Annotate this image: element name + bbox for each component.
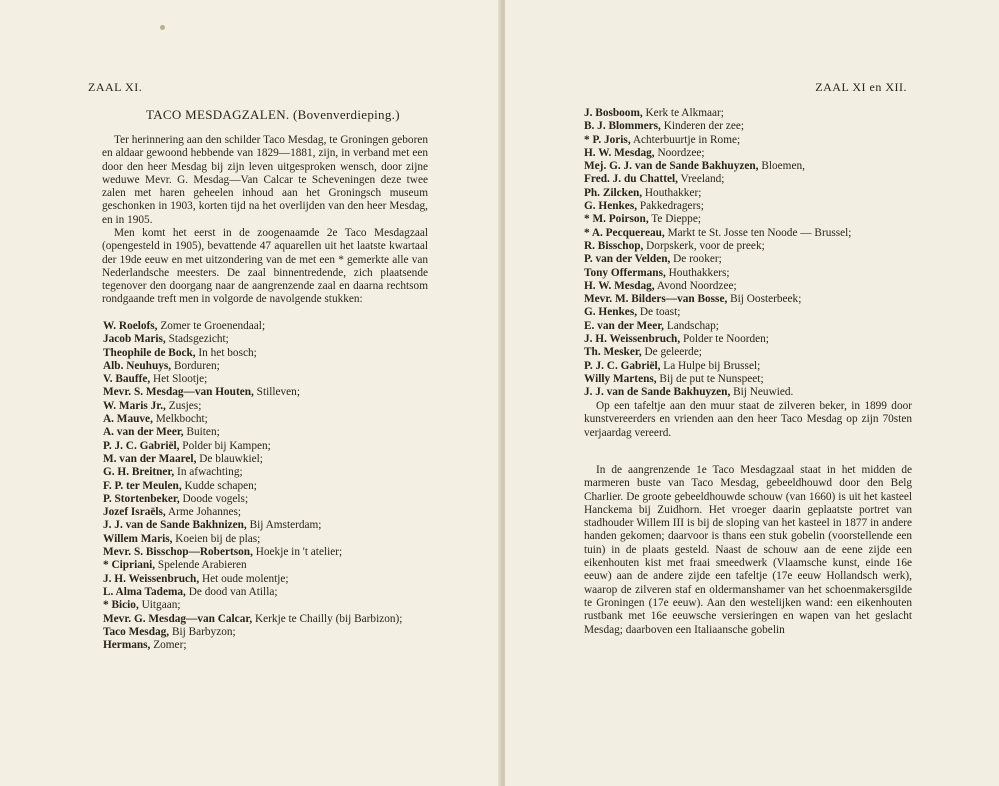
work-title: Hoekje in 't atelier;: [252, 546, 343, 559]
work-title: Avond Noordzee;: [654, 279, 737, 292]
work-title: De blauwkiel;: [196, 452, 263, 465]
work-entry: [584, 293, 914, 306]
work-title: De geleerde;: [641, 346, 702, 359]
work-entry: [584, 346, 914, 359]
work-entry: [103, 519, 433, 532]
work-title: Houthakker;: [642, 186, 702, 199]
artist-name: W. Maris Jr.,: [103, 399, 166, 412]
artist-name: * M. Poirson,: [584, 213, 649, 226]
work-entry: [584, 107, 914, 120]
work-entry: [584, 134, 914, 147]
paper-spot: [160, 25, 165, 30]
work-entry: [103, 626, 433, 639]
artist-name: A. Mauve,: [103, 413, 153, 426]
artist-name: P. van der Velden,: [584, 253, 671, 266]
section-title: TACO MESDAGZALEN. (Bovenverdieping.): [146, 107, 400, 122]
artist-name: Alb. Neuhuys,: [103, 359, 172, 372]
work-title: De rooker;: [670, 253, 722, 266]
right-page: [505, 0, 999, 786]
artist-name: J. J. van de Sande Bakhuyzen,: [584, 386, 731, 399]
artist-name: Tony Offermans,: [584, 266, 666, 279]
work-entry: [584, 187, 914, 200]
work-entry: [584, 173, 914, 186]
work-entry: [103, 333, 433, 346]
work-title: De toast;: [637, 306, 681, 319]
artist-name: * Cipriani,: [103, 559, 156, 572]
work-title: Kudde schapen;: [181, 479, 257, 492]
work-title: Arme Johannes;: [165, 506, 242, 519]
zaal-paragraph: In de aangrenzende 1e Taco Mesdagzaal staat in het midden de marmeren buste van Taco Mesdag, gebeeldhouwd door den Belg Charlier. De groote gebeeldhouwde schouw (van 1660) is uit het kasteel Hanckema bij Zuidhorn. Het vroeger daarin geplaatste portret van stadhouder Willem III is bij de sloping van het kasteel in 1877 in andere handen gekomen; daarvoor is thans een stuk gobelin (voorstellende een tuin) in de plaats gesteld. Naast de schouw aan de eene zijde een eikenhouten kist met fraai smeedwerk (Vlaamsche kunst, einde 16e eeuw) aan de andere zijde een tafeltje (17e eeuw Hollandsch werk), waarop de zilveren staf en oldermanshamer van het schoenmakersgilde te Groningen (17e eeuw). Aan den westelijken wand: een eikenhouten rustbank met 16e eeuwsche versieringen en wapen van het geslacht Mesdag; daarboven een Italiaansche gobelin: [584, 464, 912, 636]
work-entry: [584, 147, 914, 160]
artist-name: * Bicio,: [103, 599, 139, 612]
second-paragraph: Men komt het eerst in de zoogenaamde 2e Taco Mesdagzaal (opengesteld in 1905), bevattende 47 aquarellen uit het laatste kwartaal der 19de eeuw en met uitzondering van de met een * gemerkte alle van Nederlandsche meesters. De zaal binnentredende, zich plaatsende tegenover den doorgang naar de aangrenzende zaal en daarna rechtsom rondgaande treft men in volgorde de navolgende stukken:: [102, 227, 428, 306]
artist-name: V. Bauffe,: [103, 373, 151, 386]
work-entry: [103, 386, 433, 399]
work-entry: [584, 253, 914, 266]
work-entry: [103, 466, 433, 479]
work-title: Stadsgezicht;: [165, 333, 229, 346]
work-entry: [584, 360, 914, 373]
work-title: Spelende Arabieren: [155, 559, 247, 572]
work-entry: [103, 639, 433, 652]
artist-name: G. H. Breitner,: [103, 466, 175, 479]
work-title: La Hulpe bij Brussel;: [660, 359, 761, 372]
artist-name: J. J. van de Sande Bakhnizen,: [103, 519, 247, 532]
artist-name: Mevr. G. Mesdag—van Calcar,: [103, 612, 253, 625]
work-title: Borduren;: [171, 359, 220, 372]
work-title: Koeien bij de plas;: [172, 532, 261, 545]
work-title: Buiten;: [183, 426, 220, 439]
work-title: Noordzee;: [654, 146, 705, 159]
artist-name: Mej. G. J. van de Sande Bakhuyzen,: [584, 160, 759, 173]
work-title: Achterbuurtje in Rome;: [630, 133, 741, 146]
artist-name: Taco Mesdag,: [103, 625, 170, 638]
artist-name: J. H. Weissenbruch,: [103, 572, 200, 585]
work-title: Houthakkers;: [665, 266, 730, 279]
work-entry: [103, 400, 433, 413]
work-entry: [584, 200, 914, 213]
artist-name: E. van der Meer,: [584, 319, 665, 332]
work-title: Polder te Noorden;: [680, 333, 769, 346]
artist-name: Jozef Israëls,: [103, 506, 166, 519]
work-entry: [584, 280, 914, 293]
work-title: Bij Amsterdam;: [246, 519, 322, 532]
artist-name: Th. Mesker,: [584, 346, 642, 359]
artist-name: Mevr. S. Mesdag—van Houten,: [103, 386, 254, 399]
work-title: In het bosch;: [195, 346, 257, 359]
work-entry: [103, 440, 433, 453]
artist-name: P. J. C. Gabriël,: [584, 359, 661, 372]
work-title: Kerk te Alkmaar;: [642, 107, 724, 119]
work-entry: [103, 360, 433, 373]
work-title: De dood van Atilla;: [185, 585, 278, 598]
artist-name: J. Bosboom,: [584, 107, 643, 119]
right-page-header: ZAAL XI en XII.: [815, 80, 907, 94]
work-entry: [584, 240, 914, 253]
artist-name: P. J. C. Gabriël,: [103, 439, 180, 452]
artist-name: Fred. J. du Chattel,: [584, 173, 678, 186]
work-entry: [584, 227, 914, 240]
work-entry: [103, 453, 433, 466]
artist-name: H. W. Mesdag,: [584, 279, 655, 292]
work-entry: [103, 586, 433, 599]
work-title: Het oude molentje;: [199, 572, 289, 585]
work-entry: [584, 213, 914, 226]
work-entry: [103, 320, 433, 333]
work-entry: [103, 373, 433, 386]
work-title: Melkbocht;: [152, 413, 208, 426]
work-entry: [103, 599, 433, 612]
right-works-list: [584, 107, 914, 400]
work-entry: [103, 506, 433, 519]
work-entry: [103, 546, 433, 559]
work-title: Pakkedragers;: [637, 200, 704, 213]
work-title: Markt te St. Josse ten Noode — Brussel;: [664, 226, 852, 239]
work-entry: [584, 320, 914, 333]
artist-name: Willem Maris,: [103, 532, 173, 545]
work-entry: [103, 613, 433, 626]
work-title: Zusjes;: [165, 399, 202, 412]
work-title: In afwachting;: [174, 466, 243, 479]
work-entry: [584, 160, 914, 173]
work-entry: [103, 559, 433, 572]
beker-paragraph: Op een tafeltje aan den muur staat de zilveren beker, in 1899 door kunstvereerders en vrienden aan den heer Taco Mesdag op zijn 70sten verjaardag vereerd.: [584, 400, 912, 439]
artist-name: G. Henkes,: [584, 306, 638, 319]
artist-name: Willy Martens,: [584, 372, 657, 385]
work-title: Bij Neuwied.: [730, 386, 794, 399]
work-entry: [584, 386, 914, 399]
artist-name: W. Roelofs,: [103, 320, 158, 332]
work-title: Bij Oosterbeek;: [727, 293, 802, 306]
work-title: Zomer;: [150, 639, 187, 652]
work-title: Zomer te Groenendaal;: [157, 320, 266, 332]
work-entry: [584, 120, 914, 133]
artist-name: H. W. Mesdag,: [584, 146, 655, 159]
artist-name: * P. Joris,: [584, 133, 631, 146]
work-entry: [584, 333, 914, 346]
work-entry: [103, 426, 433, 439]
artist-name: Mevr. S. Bisschop—Robertson,: [103, 546, 253, 559]
work-entry: [103, 347, 433, 360]
artist-name: Ph. Zilcken,: [584, 186, 643, 199]
artist-name: Theophile de Bock,: [103, 346, 196, 359]
artist-name: F. P. ter Meulen,: [103, 479, 182, 492]
work-title: Bij de put te Nunspeet;: [656, 372, 764, 385]
work-title: Te Dieppe;: [648, 213, 701, 226]
work-title: Bij Barbyzon;: [169, 625, 236, 638]
artist-name: M. van der Maarel,: [103, 452, 197, 465]
work-title: Landschap;: [664, 319, 719, 332]
work-title: Dorpskerk, voor de preek;: [643, 239, 765, 252]
artist-name: J. H. Weissenbruch,: [584, 333, 681, 346]
work-title: Stilleven;: [253, 386, 300, 399]
artist-name: R. Bisschop,: [584, 239, 644, 252]
left-works-list: [103, 320, 433, 652]
work-entry: [584, 373, 914, 386]
work-entry: [584, 267, 914, 280]
work-title: Uitgaan;: [138, 599, 181, 612]
artist-name: Mevr. M. Bilders—van Bosse,: [584, 293, 728, 306]
work-entry: [103, 533, 433, 546]
work-title: Polder bij Kampen;: [179, 439, 271, 452]
work-entry: [103, 413, 433, 426]
work-entry: [103, 573, 433, 586]
artist-name: P. Stortenbeker,: [103, 492, 180, 505]
artist-name: G. Henkes,: [584, 200, 638, 213]
artist-name: B. J. Blommers,: [584, 120, 661, 133]
artist-name: * A. Pecquereau,: [584, 226, 665, 239]
artist-name: L. Alma Tadema,: [103, 585, 186, 598]
work-title: Bloemen,: [758, 160, 805, 173]
work-title: Kinderen der zee;: [660, 120, 744, 133]
left-page-header: ZAAL XI.: [88, 80, 143, 94]
work-entry: [584, 306, 914, 319]
work-title: Het Slootje;: [150, 373, 208, 386]
work-title: Vreeland;: [677, 173, 725, 186]
work-entry: [103, 493, 433, 506]
work-entry: [103, 480, 433, 493]
artist-name: A. van der Meer,: [103, 426, 184, 439]
intro-paragraph: Ter herinnering aan den schilder Taco Mesdag, te Groningen geboren en aldaar gewoond hebbende van 1829—1881, zijn, in verband met een door den heer Mesdag bij zijn leven uitgesproken wensch, door zijne weduwe Mevr. G. Mesdag—Van Calcar te Scheveningen deze twee zalen met haren geheelen inhoud aan het Groningsch museum geschonken in 1903, korten tijd na het overlijden van den heer Mesdag, en in 1905.: [102, 134, 428, 226]
work-title: Kerkje te Chailly (bij Barbizon);: [252, 612, 403, 625]
work-title: Doode vogels;: [179, 492, 249, 505]
artist-name: Jacob Maris,: [103, 333, 166, 346]
artist-name: Hermans,: [103, 639, 151, 652]
